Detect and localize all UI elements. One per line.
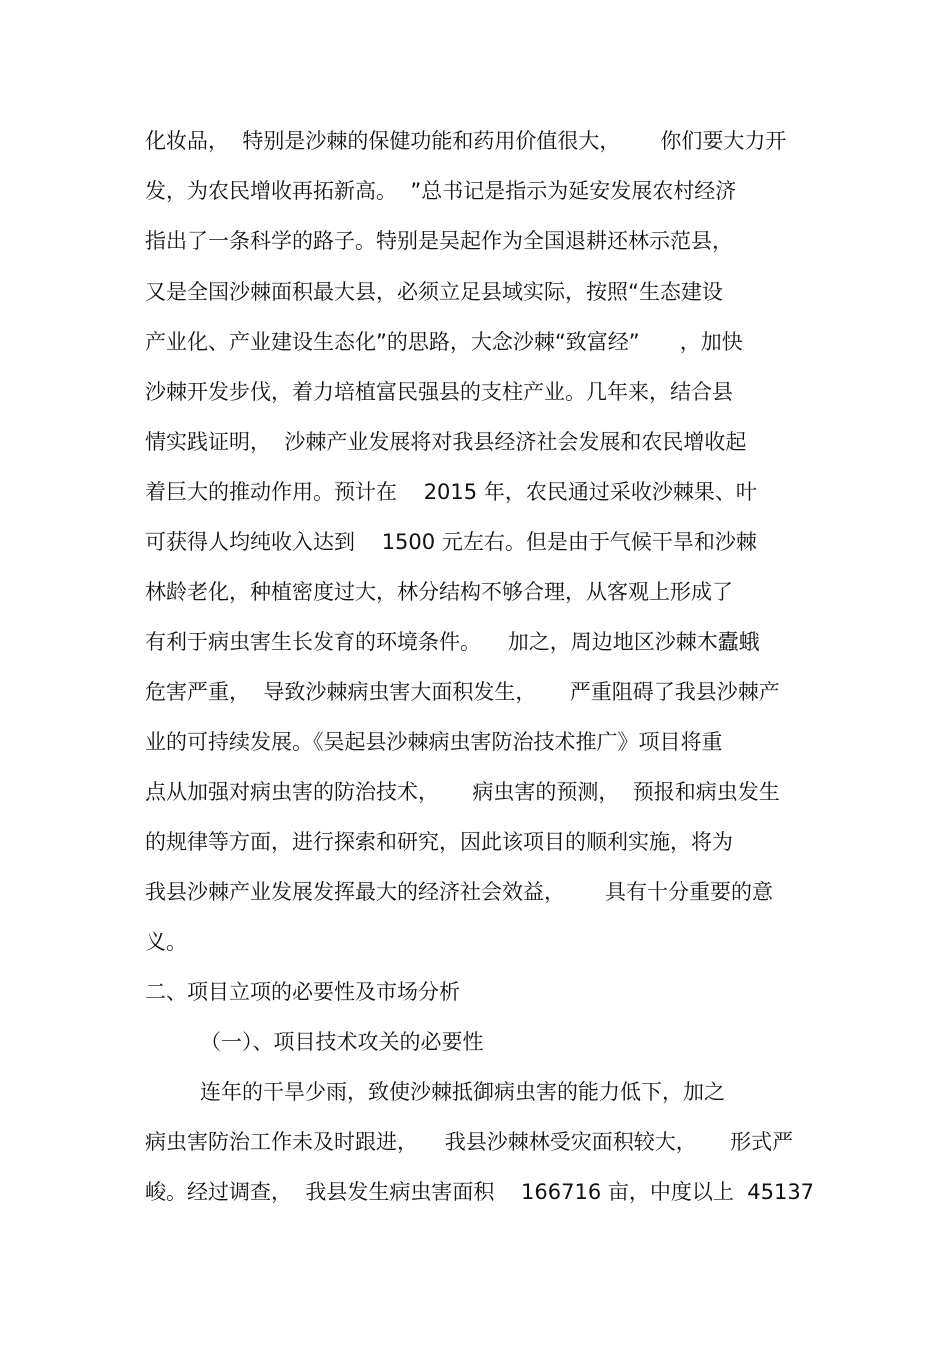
body-text-line: 又是全国沙棘面积最大县，必须立足县域实际，按照“生态建设 bbox=[145, 280, 723, 304]
body-text-line: 危害严重， 导致沙棘病虫害大面积发生， 严重阻碍了我县沙棘产 bbox=[145, 680, 780, 704]
section-heading: 二、项目立项的必要性及市场分析 bbox=[145, 980, 460, 1004]
body-text-line: 义。 bbox=[145, 930, 187, 954]
body-text-line: 着巨大的推动作用。预计在 2015 年，农民通过采收沙棘果、叶 bbox=[145, 480, 757, 504]
body-text-line: 峻。经过调查， 我县发生病虫害面积 166716 亩，中度以上 45137 bbox=[145, 1180, 815, 1204]
body-text-line: 的规律等方面，进行探索和研究，因此该项目的顺利实施，将为 bbox=[145, 830, 733, 854]
body-text-line: 产业化、产业建设生态化”的思路，大念沙棘“致富经” ，加快 bbox=[145, 330, 743, 354]
body-text-line: 业的可持续发展。《吴起县沙棘病虫害防治技术推广》项目将重 bbox=[145, 730, 723, 754]
body-text-line: 可获得人均纯收入达到 1500 元左右。但是由于气候干旱和沙棘 bbox=[145, 530, 757, 554]
body-text-line: 指出了一条科学的路子。特别是吴起作为全国退耕还林示范县， bbox=[145, 229, 733, 253]
body-text-line: 点从加强对病虫害的防治技术， 病虫害的预测， 预报和病虫发生 bbox=[145, 780, 780, 804]
body-text-line: 林龄老化，种植密度过大，林分结构不够合理，从客观上形成了 bbox=[145, 580, 733, 604]
subsection-heading: （一）、项目技术攻关的必要性 bbox=[200, 1030, 484, 1054]
body-text-line: 沙棘开发步伐，着力培植富民强县的支柱产业。几年来，结合县 bbox=[145, 380, 733, 404]
body-text-line: 情实践证明， 沙棘产业发展将对我县经济社会发展和农民增收起 bbox=[145, 430, 747, 454]
body-text-line: 有利于病虫害生长发育的环境条件。 加之，周边地区沙棘木蠹蛾 bbox=[145, 630, 760, 654]
body-text-line: 连年的干旱少雨，致使沙棘抵御病虫害的能力低下，加之 bbox=[200, 1080, 725, 1104]
body-text-line: 我县沙棘产业发展发挥最大的经济社会效益， 具有十分重要的意 bbox=[145, 880, 774, 904]
body-text-line: 发，为农民增收再拓新高。 ”总书记是指示为延安发展农村经济 bbox=[145, 179, 737, 203]
body-text-line: 病虫害防治工作未及时跟进， 我县沙棘林受灾面积较大， 形式严 bbox=[145, 1130, 794, 1154]
body-text-line: 化妆品， 特别是沙棘的保健功能和药用价值很大， 你们要大力开 bbox=[145, 129, 787, 153]
